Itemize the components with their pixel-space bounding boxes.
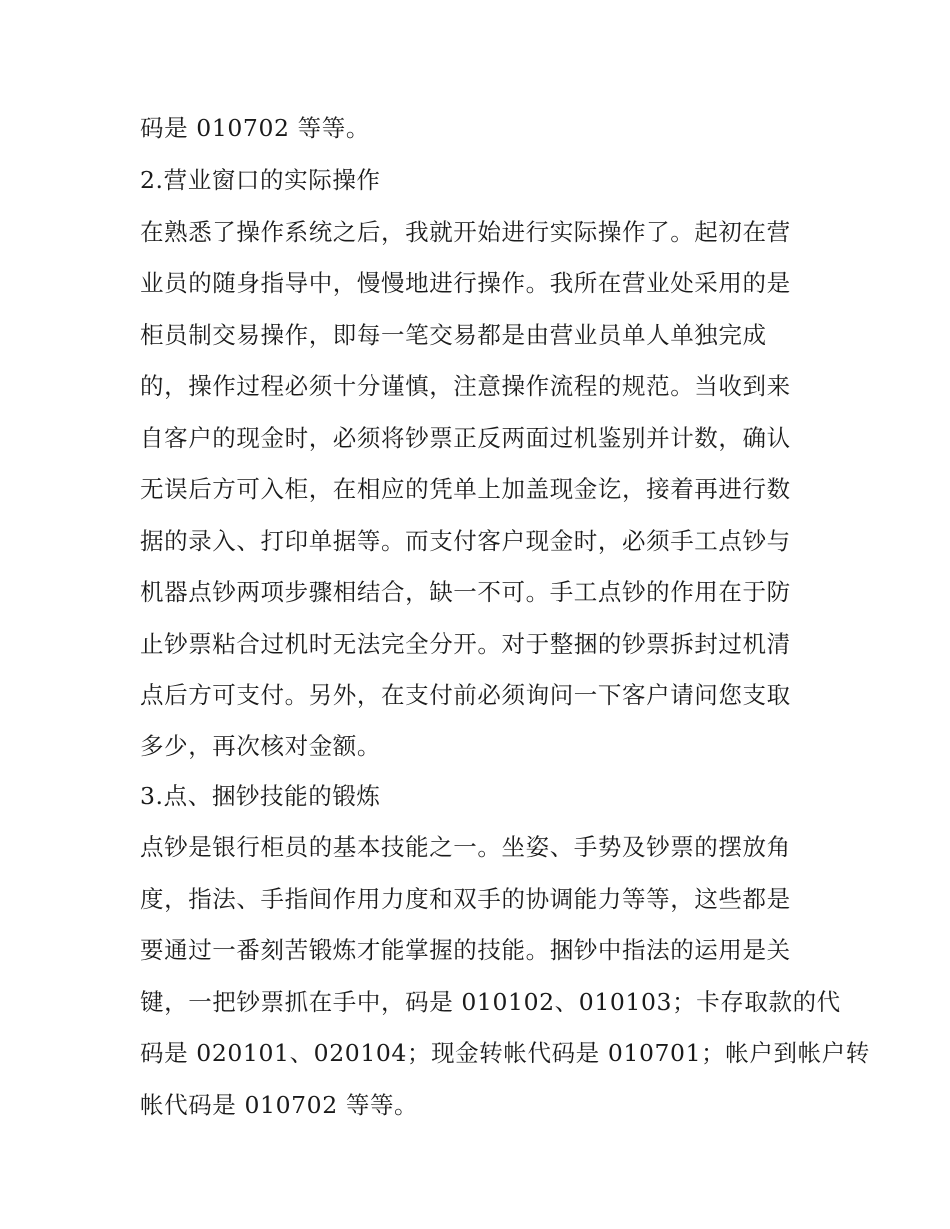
text-line: 点后方可支付。另外，在支付前必须询问一下客户请问您支取 <box>140 681 791 709</box>
text-line: 业员的随身指导中，慢慢地进行操作。我所在营业处采用的是 <box>140 269 791 297</box>
text-line: 帐代码是 010702 等等。 <box>140 1091 419 1119</box>
text-line: 的，操作过程必须十分谨慎，注意操作流程的规范。当收到来 <box>140 372 791 400</box>
text-line: 要通过一番刻苦锻炼才能掌握的技能。捆钞中指法的运用是关 <box>140 936 791 964</box>
text-line: 据的录入、打印单据等。而支付客户现金时，必须手工点钞与 <box>140 527 791 555</box>
text-line: 无误后方可入柜，在相应的凭单上加盖现金讫，接着再进行数 <box>140 475 791 503</box>
text-line: 度，指法、手指间作用力度和双手的协调能力等等，这些都是 <box>140 885 791 913</box>
text-line: 机器点钞两项步骤相结合，缺一不可。手工点钞的作用在于防 <box>140 578 791 606</box>
section-heading: 2.营业窗口的实际操作 <box>140 166 381 194</box>
text-line: 码是 010702 等等。 <box>140 114 370 142</box>
text-line: 点钞是银行柜员的基本技能之一。坐姿、手势及钞票的摆放角 <box>140 833 791 861</box>
text-line: 自客户的现金时，必须将钞票正反两面过机鉴别并计数，确认 <box>140 424 791 452</box>
section-heading: 3.点、捆钞技能的锻炼 <box>140 782 381 810</box>
text-line: 柜员制交易操作，即每一笔交易都是由营业员单人单独完成 <box>140 321 767 349</box>
text-line: 在熟悉了操作系统之后，我就开始进行实际操作了。起初在营 <box>140 218 791 246</box>
text-line: 键，一把钞票抓在手中，码是 010102、010103；卡存取款的代 <box>140 988 841 1016</box>
text-line: 止钞票粘合过机时无法完全分开。对于整捆的钞票拆封过机清 <box>140 630 791 658</box>
text-line: 码是 020101、020104；现金转帐代码是 010701；帐户到帐户转 <box>140 1039 870 1067</box>
text-line: 多少，再次核对金额。 <box>140 732 381 760</box>
